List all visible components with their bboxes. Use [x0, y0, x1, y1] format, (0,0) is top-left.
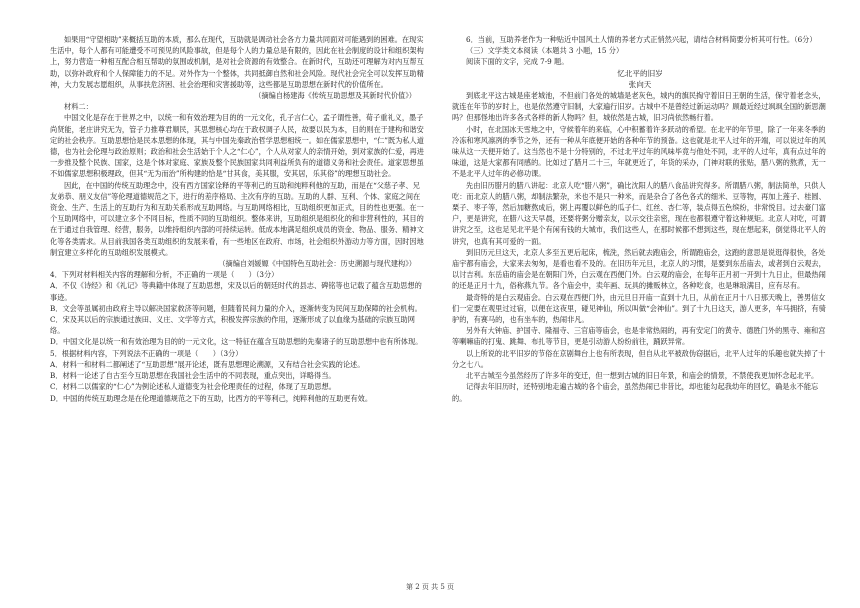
question-4: 4．下列对材料相关内容的理解和分析，不正确的一项是（ ）（3分） [50, 270, 279, 280]
source-note-2: （摘编自刘媛嫄《中国特色互助社会：历史溯源与现代建构》） [218, 259, 416, 269]
article-para-2: 小时，在北国冰天雪地之中，守候着年的来临，心中积蓄着许多跃动的希望。在北平的年节里，除了一年来冬季的冷冻和寒风凛冽的季节之外，还有一种从年底便开始的各种年节的预备。这也就是北平人过年的开端，可以说过年的风味从这一天便开始了。这当然也不是十分特别的，不过北平过年的风味毕竟与他处不同，北平的人过年，真有点过年的味道，这是大家都有同感的。比如过了腊月二十三，年就更近了，年货的采办，门神对联的张贴，腊八粥的熬煮，无一不是北平人过年的必修功课。 [452, 124, 826, 179]
material-two-para-1: 中国文化是存在于世界之中，以统一和有效治理为目的的一元文化，孔子言仁心，孟子谓性善，荀子重礼义，墨子尚贤能，老庄讲究无为，管子力推尊君顺民，其思想核心均在于政权调子人民，故要以民为本，目的则在于建构和谐安定的社会秩序。互助思想恰是民本思想的体现，其与中国先秦政治哲学思想相统一。如在儒家思想中，“仁”既为私人道德，也为社会伦理与政治原则；政治和社会生活始于个人之“仁心”，个人从对家人的亲情开始，到对家族的仁爱，再进一步推及整个民族、国家，这是个体对家庭、家族及整个民族国家共同利益所负有的道德义务和社会责任。道家思想虽不如儒家思想积极理政，但其“无为而治”所构建的恰是“甘其食，美其服，安其居，乐其俗”的理想互助社会。 [50, 113, 424, 179]
question-4-option-c: C．宋及其以后的宗族通过族田、义庄、文学等方式，积极发挥宗族的作用，逐渐形成了以血缘为基础的宗族互助网络。 [50, 315, 415, 336]
question-5-option-b: B．材料一论述了自古至今互助思想在我国社会生活中的不同表现，重点突出，详略得当。 [50, 371, 336, 381]
source-note-1: （摘编自杨建海《传统互助思想及其新时代价值》） [254, 91, 416, 101]
question-5: 5．根据材料内容，下列说法不正确的一项是（ ）（3分） [50, 348, 243, 358]
material-two-heading: 材料二： [64, 102, 93, 112]
question-5-option-a: A．材料一和材料二都阐述了“互助思想”展开论述，既有思想理论溯源，又有结合社会实践的论述。 [50, 359, 365, 369]
article-para-1: 到底北平这古城是座老城池，不但前门各处的城墙是老灰色，城内的旗民掏守着旧日王朝的生活，保守着老念头，就连在年节的岁时上，也是依然遵守旧制，大家遍行旧岁。古城中不是曾经过新运动吗？顾最近经过飒飒全国的新思潮吗？但那怪地出许多各式各样的新人物吗？但，城依然是古城，旧习尚依然畅行着。 [452, 91, 826, 123]
question-5-option-d: D．中国的传统互助理念是在伦理道德规范之下的互助，比西方的平等利己，纯粹利他的互助更有效。 [50, 393, 373, 403]
material-one-conclusion: 如果用“守望相助”来概括互助的本质，那么在现代，互助就是调动社会各方力量共同面对可能遇到的困难。在现实生活中，每个人都有可能遭受不可预见的风险事故，但是每个人的力量总是有限的，因此在社会制度的设计和组织架构上，努力营造一种相互配合相互帮助的氛围或机制，是对社会资源的有效整合。在新时代，互助还可理解为对内互帮互助，以弥补政府和个人保障能力的不足。对外作为一个整体，共同抵御自然和社会风险。现代社会完全可以发挥互助精神，大力发展志愿组织，从事扶危济困、社会治理和灾害援助等，这些都是互助思想在新时代的价值所在。 [50, 35, 424, 89]
article-para-8: 北平古城至今虽然经历了许多年的变迁，但一想到古城的旧日年景，和庙会的情景，不禁使我更加怀念起北平。 [466, 371, 819, 381]
question-6: 6．当前，互助养老作为一种贴近中国风土人情的养老方式正悄然兴起，请结合材料简要分析其可行性。（6分） [466, 35, 817, 44]
left-column [50, 34, 424, 404]
article-para-6: 另外有大钟庙、护国寺、隆福寺、三官庙等庙会，也是非常热闹的，再有安定门的黄寺、德胜门外的黑寺、雍和宫等喇嘛庙的打鬼、跳舞、布扎等节目，更是引动游人纷纷前往，踊跃异常。 [452, 326, 826, 347]
question-5-option-c: C．材料二以儒家的“仁心”为例论述私人道德变为社会伦理责任的过程，体现了互助思想。 [50, 382, 336, 392]
question-4-option-b: B．文会等虽属初由政府主导以解决国家救济等问题，但随着民间力量的介入，逐渐转变为民间互助保障的社会机构。 [50, 303, 422, 313]
section-three-heading: （三）文学类文本阅读（本题共 3 小题，15 分） [466, 46, 624, 56]
material-two-para-2: 因此，在中国的传统互助理念中，没有西方国家诠释的平等利己的互助和纯粹利他的互助，而是在“父慈子孝、兄友弟恭、朋义友信”等伦理道德规范之下，进行的差序格局、主次有序的互助。互助的人群、互利、个体、家庭之间在资金、生产、生活上的互助行为和互助关系形成互助网络。与互助网络相比，互助组织更加正式，目的性也更强。在一个互助网络中，可以建立多个不同目标，性质不同的互助组织。整体来讲，互助组织是组织化的和非营利性的，其目的在于通过自我管理、经营，服务，以维持组织内部的可持续运转。低成本地满足组织成员的资金、物品、服务、精神文化等各类需求。从目前我国各类互助组织的发展来看，有一些地区在政府、市场，社会组织外游动力等方面，因时因地制宜建立多样化的互助组织发展模式。 [50, 180, 424, 257]
article-para-5: 最奇特的是白云观庙会。白云观在西便门外，由元旦日开庙一直到十九日，从前在正月十八日那天晚上，善男信女们一定要在观里过过宿，以便在这夜里，碰见神仙，所以叫做“会神仙”。到了十九日这天，游人更多，车马拥挤，有骑驴的，有赛马的，也有坐车的，热闹非凡。 [452, 292, 826, 325]
article-title: 忆北平的旧岁 [617, 68, 663, 78]
reading-instruction: 阅读下面的文字，完成 7-9 题。 [466, 57, 569, 67]
article-para-7: 以上所说的北平旧岁的节俗在京剧舞台上也有所表现，但自从北平被敌伪窃据后，北平人过年的乐趣也就失掉了十分之七八。 [452, 348, 826, 369]
article-para-3: 先由旧历腊月的腊八讲起：北京人吃“腊八粥”，确比沈阳人的腊八食品讲究得多。所谓腊八粥，制法简单，只供人吃：而北京人的腊八粥，却制法繁杂，米也不是只一种米，而是杂合了各色各式的细米、豆等物，再加上莲子、桂圆、栗子、枣子等，然后加糖熬成后，粥上再覆以鲜色的瓜子仁、红丝、杏仁等，装点得五色缤纷，非常悦目。过去豪门富户，更是讲究，在腊八这天早晨，还要将粥分赠亲友，以示交往亲密，现在也都很遵守着这种规矩。北京人对吃，可谓讲究之至，这也足见北平是个有闲有钱的大城市，我们这些人，在那时候都不想到这些，现在想起来，倒觉得北平人的讲究，也真有其可爱的一面。 [452, 180, 826, 246]
right-column [452, 34, 828, 404]
question-4-option-d: D．中国文化是以统一和有效治理为目的的一元文化，这一特征在蕴含互助思想的先秦诸子的互助思想中也有所体现。 [50, 337, 423, 347]
question-4-option-a: A．不仅《诗经》和《礼记》等典籍中体现了互助思想，宋及以后的朝廷时代的县志、碑铭等也记载了蕴含互助思想的事迹。 [50, 281, 422, 302]
article-para-9: 记得去年旧历时，还特别地走遍古城的各个庙会，虽然热闹已非昔比，却也能勾起我幼年的回忆，确是永不能忘的。 [452, 382, 819, 403]
article-para-4: 到旧历元旦这天，北京人多至五更后起床，梳洗，然后就去跑庙会，所谓跑庙会，这跑的意思是说逛得很快，各处庙宇都有庙会，大家来去匆匆，是看也看不及的。在旧历年元旦，北京人的习惯，是要到东岳庙去，或者到白云观去，以讨吉利。东岳庙的庙会是在朝阳门外，白云观在西便门外。白云观的庙会，在每年正月初一开到十九日止，但最热闹的还是正月十九，俗称燕九节。各个庙会中，卖年画、玩具的摊贩林立，各种吃食，也是琳琅满目，应有尽有。 [452, 247, 826, 291]
article-author: 张向天 [628, 79, 652, 89]
page-footer: 第 2 页 共 5 页 [405, 583, 455, 591]
